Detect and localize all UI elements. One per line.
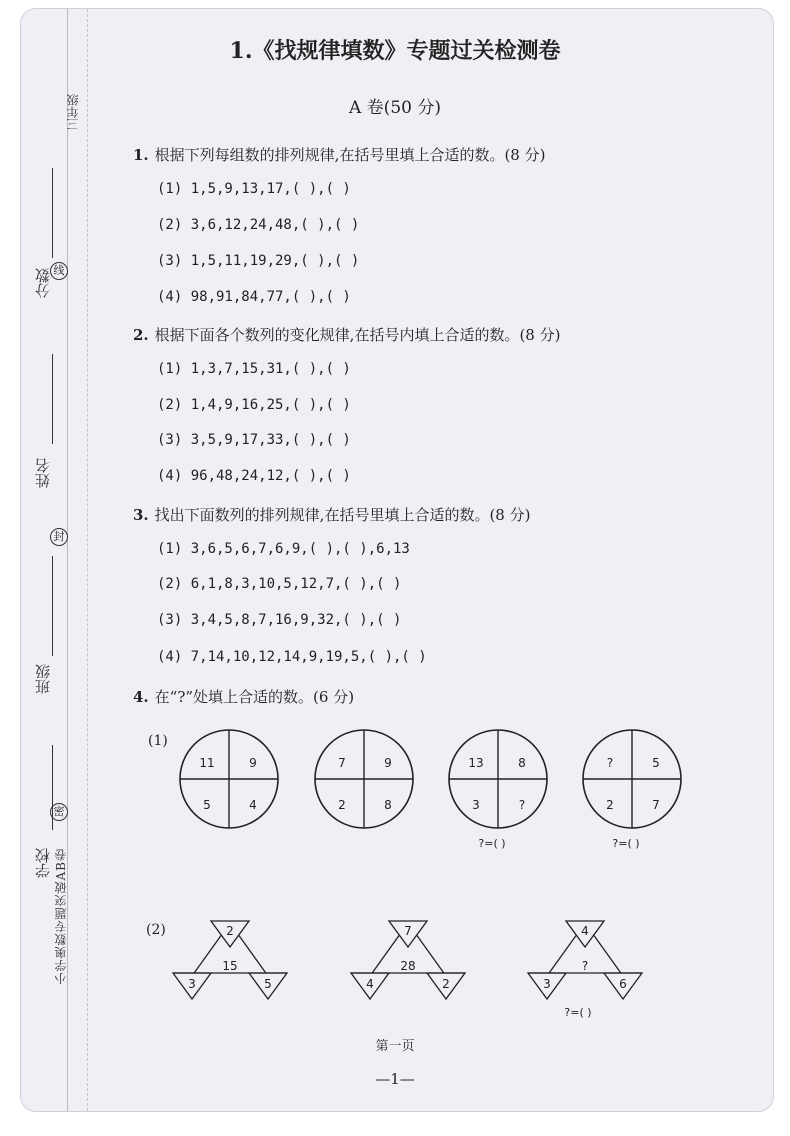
list-item: (2) 3,6,12,24,48,( ),( ) <box>157 217 360 233</box>
list-item: (2) 1,4,9,16,25,( ),( ) <box>157 397 351 413</box>
page-title: 1.《找规律填数》专题过关检测卷 <box>229 38 561 64</box>
seal-line: 线 <box>50 262 68 280</box>
grade-label: 三年级 <box>66 94 80 130</box>
triangle-value: 4 <box>581 924 589 938</box>
triangle-value: 3 <box>543 977 551 991</box>
list-item: (4) 96,48,24,12,( ),( ) <box>157 468 351 484</box>
circle-value: 5 <box>203 798 211 812</box>
list-item: (1) 1,5,9,13,17,( ),( ) <box>157 181 351 197</box>
triangle-value: 2 <box>442 977 450 991</box>
page-caption: 第一页 <box>375 1039 415 1054</box>
school-label: 学校 <box>34 848 52 878</box>
circle-value: 8 <box>384 798 392 812</box>
triangle-figure <box>528 921 642 1019</box>
answer-blank: ?=( ) <box>612 837 640 850</box>
score-label: 分数 <box>34 268 52 298</box>
circle-value: 11 <box>199 756 215 770</box>
circle-value: ? <box>518 798 526 812</box>
page-number: —1— <box>375 1070 415 1088</box>
book-label: 小学奥数专题突破AB卷 <box>54 848 68 985</box>
question-text: 根据下列每组数的排列规律,在括号里填上合适的数。(8 分) <box>154 146 546 164</box>
question-number: 2. <box>133 326 149 344</box>
circle-value: 8 <box>518 756 526 770</box>
circle-value: 2 <box>606 798 614 812</box>
class-label: 班级 <box>34 664 52 694</box>
part-1-label: (1) <box>148 733 168 749</box>
list-item: (4) 98,91,84,77,( ),( ) <box>157 289 351 305</box>
part-2-label: (2) <box>146 922 166 938</box>
name-label: 姓名 <box>34 458 52 488</box>
list-item: (1) 1,3,7,15,31,( ),( ) <box>157 361 351 377</box>
triangle-figure <box>173 921 287 999</box>
circle-value: 4 <box>249 798 257 812</box>
seal-mi: 密 <box>50 803 68 821</box>
list-item: (2) 6,1,8,3,10,5,12,7,( ),( ) <box>157 576 402 592</box>
section-title: A 卷(50 分) <box>349 98 441 118</box>
list-item: (4) 7,14,10,12,14,9,19,5,( ),( ) <box>157 649 427 665</box>
question-number: 4. <box>133 688 149 706</box>
list-item: (3) 1,5,11,19,29,( ),( ) <box>157 253 360 269</box>
triangle-center-value: ? <box>581 959 589 973</box>
triangle-value: 7 <box>404 924 412 938</box>
question-text: 找出下面数列的排列规律,在括号里填上合适的数。(8 分) <box>154 506 531 524</box>
circle-value: 9 <box>384 756 392 770</box>
circle-value: 7 <box>338 756 346 770</box>
seal-feng: 封 <box>50 528 68 546</box>
circle-value: 2 <box>338 798 346 812</box>
circle-value: 9 <box>249 756 257 770</box>
triangle-center-value: 28 <box>400 959 416 973</box>
circle-figure <box>449 730 547 850</box>
triangle-value: 5 <box>264 977 272 991</box>
list-item: (3) 3,5,9,17,33,( ),( ) <box>157 432 351 448</box>
answer-blank: ?=( ) <box>564 1006 592 1019</box>
triangle-value: 4 <box>366 977 374 991</box>
triangle-value: 6 <box>619 977 627 991</box>
question-number: 3. <box>133 506 149 524</box>
circle-value: 7 <box>652 798 660 812</box>
triangle-value: 2 <box>226 924 234 938</box>
circle-value: 5 <box>652 756 660 770</box>
list-item: (1) 3,6,5,6,7,6,9,( ),( ),6,13 <box>157 541 410 557</box>
circle-figure <box>315 730 413 828</box>
triangle-center-value: 15 <box>222 959 238 973</box>
question-text: 在“?”处填上合适的数。(6 分) <box>154 688 355 706</box>
triangle-value: 3 <box>188 977 196 991</box>
answer-blank: ?=( ) <box>478 837 506 850</box>
list-item: (3) 3,4,5,8,7,16,9,32,( ),( ) <box>157 612 402 628</box>
triangle-figure <box>351 921 465 999</box>
question-text: 根据下面各个数列的变化规律,在括号内填上合适的数。(8 分) <box>154 326 561 344</box>
circle-figure <box>180 730 278 828</box>
question-number: 1. <box>133 146 149 164</box>
circle-value: ? <box>606 756 614 770</box>
circle-figure <box>583 730 681 850</box>
circle-value: 13 <box>468 756 484 770</box>
circle-value: 3 <box>472 798 480 812</box>
